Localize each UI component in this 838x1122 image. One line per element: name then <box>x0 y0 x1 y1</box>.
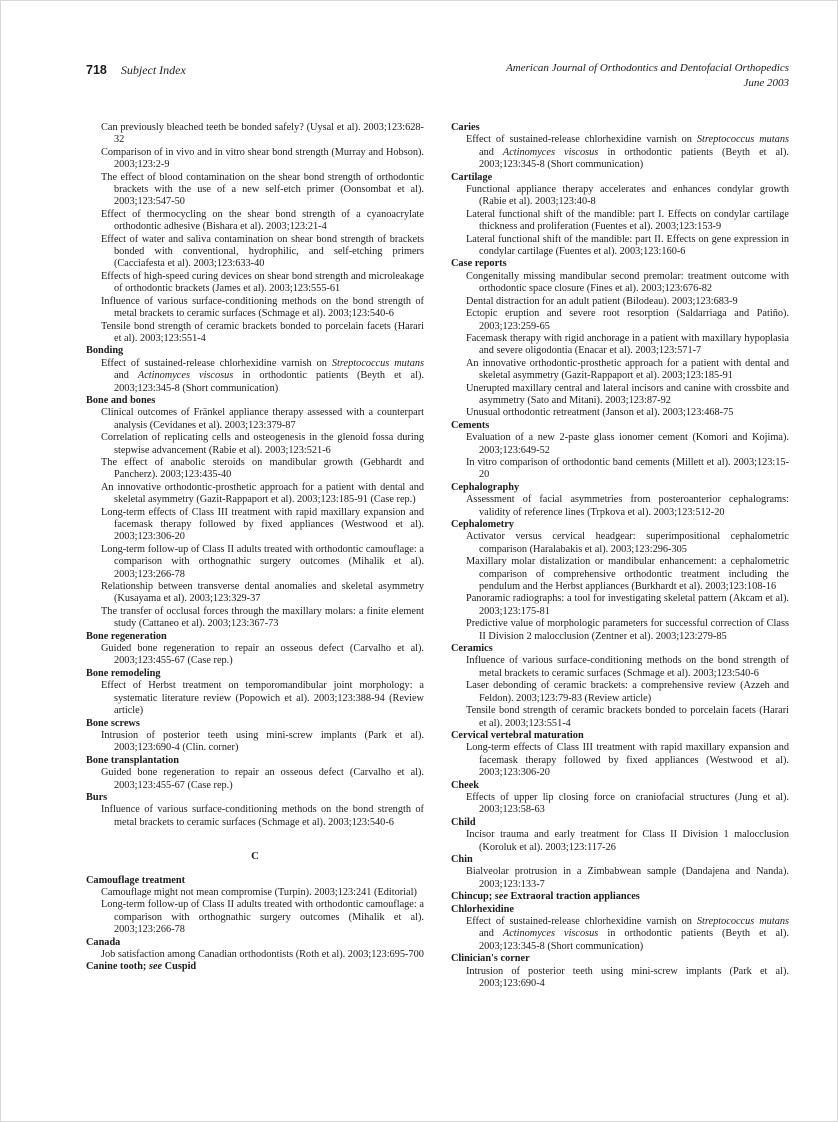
category-heading: Cheek <box>451 779 480 791</box>
category-heading: Case reports <box>451 258 507 270</box>
category-heading: Child <box>451 816 476 828</box>
index-entry: Effect of Herbst treatment on temporomandibular joint morphology: a systematic literature review (Popowich et al). 2003;123:388-94 (Review article) <box>101 680 424 717</box>
journal-title: American Journal of Orthodontics and Dentofacial Orthopedics <box>506 62 789 74</box>
index-section <box>451 519 789 643</box>
index-entry: Effects of high-speed curing devices on shear bond strength and microleakage of orthodontic brackets (James et al). 2003;123:555-61 <box>101 270 424 295</box>
category-heading: Bonding <box>86 345 124 357</box>
index-entry: Effect of thermocycling on the shear bond strength of a cyanoacrylate orthodontic adhesive (Bishara et al). 2003;123:21-4 <box>101 208 424 233</box>
index-section <box>86 122 424 345</box>
index-entry: Influence of various surface-conditioning methods on the bond strength of metal brackets to ceramic surfaces (Schmage et al). 2003;123:540-6 <box>101 295 424 320</box>
index-section <box>86 718 424 755</box>
index-entry: Unerupted maxillary central and lateral incisors and canine with crossbite and asymmetry (Sato and Mitani). 2003;123:87-92 <box>466 382 789 406</box>
index-entry: The effect of blood contamination on the shear bond strength of orthodontic brackets with the use of a new self-etch primer (Oonsombat et al). 2003;123:547-50 <box>101 171 424 208</box>
category-heading: Bone regeneration <box>86 630 167 642</box>
letter-section-heading: C <box>251 850 259 863</box>
index-entry: Effect of sustained-release chlorhexidine varnish on Streptococcus mutans and Actinomyces viscosus in orthodontic patients (Beyth et al). 2003;123:345-8 (Short communication) <box>466 916 789 952</box>
index-section <box>451 172 789 259</box>
index-entry: Influence of various surface-conditioning methods on the bond strength of metal brackets to ceramic surfaces (Schmage et al). 2003;123:540-6 <box>466 655 789 679</box>
index-entry: Tensile bond strength of ceramic brackets bonded to porcelain facets (Harari et al). 2003;123:551-4 <box>101 320 424 344</box>
index-entry: Maxillary molar distalization or mandibular enhancement: a cephalometric comparison of comprehensive orthodontic treatment including the pendulum and the Herbst appliances (Burkhardt et al). 2003;123:108-16 <box>466 556 789 593</box>
index-section <box>86 792 424 829</box>
index-entry: Intrusion of posterior teeth using mini-screw implants (Park et al). 2003;123:690-4 (Clin. corner) <box>101 729 424 754</box>
index-entry: Long-term follow-up of Class II adults treated with orthodontic camouflage: a comparison with orthognathic surgery outcomes (Mihalik et al). 2003;123:266-78 <box>101 543 424 580</box>
index-entry: Effects of upper lip closing force on craniofacial structures (Jung et al). 2003;123:58-63 <box>466 791 789 816</box>
category-heading: Ceramics <box>451 643 493 655</box>
index-entry: The effect of anabolic steroids on mandibular growth (Gebhardt and Pancherz). 2003;123:435-40 <box>101 456 424 481</box>
index-entry: The transfer of occlusal forces through the maxillary molars: a finite element study (Cattaneo et al). 2003;123:367-73 <box>101 605 424 630</box>
index-entry: Incisor trauma and early treatment for Class II Division 1 malocclusion (Koroluk et al). 2003;123:117-26 <box>466 829 789 853</box>
index-section <box>86 631 424 668</box>
header-right <box>506 61 789 91</box>
index-entry: Effect of water and saliva contamination on shear bond strength of brackets bonded with conventional, hydrophilic, and self-etching primers (Cacciafesta et al). 2003;123:633-40 <box>101 233 424 270</box>
index-entry: Tensile bond strength of ceramic brackets bonded to porcelain facets (Harari et al). 2003;123:551-4 <box>466 705 789 729</box>
index-section <box>451 904 789 954</box>
index-entry: Assessment of facial asymmetries from posteroanterior cephalograms: validity of reference lines (Trpkova et al). 2003;123:512-20 <box>466 494 789 518</box>
index-entry: Lateral functional shift of the mandible: part I. Effects on condylar cartilage thickness and proliferation (Fuentes et al). 2003;123:153-9 <box>466 208 789 233</box>
index-entry: Ectopic eruption and severe root resorption (Saldarriaga and Patiño). 2003;123:259-65 <box>466 308 789 332</box>
index-entry: In vitro comparison of orthodontic band cements (Millett et al). 2003;123:15-20 <box>466 456 789 481</box>
category-heading: Cephalography <box>451 481 520 493</box>
index-section <box>451 730 789 780</box>
index-section <box>86 961 424 973</box>
category-heading: Cements <box>451 419 490 431</box>
index-entry: Long-term effects of Class III treatment with rapid maxillary expansion and facemask therapy followed by fixed appliances (Westwood et al). 2003;123:306-20 <box>466 742 789 779</box>
index-entry: Relationship between transverse dental anomalies and skeletal asymmetry (Kusayama et al). 2003;123:329-37 <box>101 581 424 605</box>
index-section <box>451 258 789 419</box>
index-section <box>451 891 789 903</box>
index-entry: Predictive value of morphologic parameters for successful correction of Class II Division 2 malocclusion (Zentner et al). 2003;123:279-85 <box>466 618 789 642</box>
header-left <box>86 61 186 79</box>
index-entry: An innovative orthodontic-prosthetic approach for a patient with dental and skeletal asymmetry (Gazit-Rappaport et al). 2003;123:185-91 (Case rep.) <box>101 481 424 506</box>
index-entry: Correlation of replicating cells and osteogenesis in the glenoid fossa during stepwise advancement (Rabie et al). 2003;123:521-6 <box>101 432 424 456</box>
index-entry: Long-term effects of Class III treatment with rapid maxillary expansion and facemask therapy followed by fixed appliances (Westwood et al). 2003;123:306-20 <box>101 506 424 543</box>
index-section <box>86 875 424 937</box>
category-heading: Cephalometry <box>451 519 514 530</box>
index-section <box>86 345 424 395</box>
page-number: 718 <box>86 63 107 77</box>
index-columns <box>86 122 789 1062</box>
index-entry: Dental distraction for an adult patient (Bilodeau). 2003;123:683-9 <box>466 295 738 307</box>
category-heading: Clinician's corner <box>451 953 530 965</box>
index-section <box>451 780 789 817</box>
category-heading: Bone transplantation <box>86 754 179 766</box>
index-section <box>86 668 424 718</box>
index-entry: Facemask therapy with rigid anchorage in a patient with maxillary hypoplasia and severe oligodontia (Enacar et al). 2003;123:571-7 <box>466 332 789 357</box>
category-heading: Caries <box>451 122 480 133</box>
index-entry: Bialveolar protrusion in a Zimbabwean sample (Dandajena and Nanda). 2003;123:133-7 <box>466 866 789 890</box>
index-entry: Functional appliance therapy accelerates and enhances condylar growth (Rabie et al). 2003;123:40-8 <box>466 184 789 208</box>
index-entry: Intrusion of posterior teeth using mini-screw implants (Park et al). 2003;123:690-4 <box>466 965 789 990</box>
category-heading: Cervical vertebral maturation <box>451 729 584 741</box>
index-entry: Long-term follow-up of Class II adults treated with orthodontic camouflage: a comparison with orthognathic surgery outcomes (Mihalik et al). 2003;123:266-78 <box>101 899 424 936</box>
index-entry: Influence of various surface-conditioning methods on the bond strength of metal brackets to ceramic surfaces (Schmage et al). 2003;123:540-6 <box>101 804 424 828</box>
index-entry: Congenitally missing mandibular second premolar: treatment outcome with orthodontic space closure (Fines et al). 2003;123:676-82 <box>466 270 789 295</box>
category-heading: Canada <box>86 936 121 948</box>
category-heading: Chincup; see Extraoral traction appliances <box>451 891 640 903</box>
category-heading: Canine tooth; see Cuspid <box>86 961 197 973</box>
category-heading: Camouflage treatment <box>86 874 186 886</box>
index-entry: Laser debonding of ceramic brackets: a comprehensive review (Azzeh and Feldon). 2003;123:79-83 (Review article) <box>466 680 789 704</box>
index-column-left <box>86 122 424 1062</box>
category-heading: Chlorhexidine <box>451 903 514 915</box>
index-entry: Clinical outcomes of Fränkel appliance therapy assessed with a counterpart analysis (Cevidanes et al). 2003;123:379-87 <box>101 407 424 431</box>
index-section <box>451 953 789 990</box>
category-heading: Bone and bones <box>86 394 156 406</box>
category-heading: Bone screws <box>86 717 140 729</box>
category-heading: Burs <box>86 791 108 803</box>
index-entry: Evaluation of a new 2-paste glass ionomer cement (Komori and Kojima). 2003;123:649-52 <box>466 432 789 456</box>
index-entry: Lateral functional shift of the mandible: part II. Effects on gene expression in condylar cartilage (Fuentes et al). 2003;123:160-6 <box>466 233 789 258</box>
index-entry: Unusual orthodontic retreatment (Janson et al). 2003;123:468-75 <box>466 407 734 419</box>
index-section <box>451 854 789 891</box>
index-entry: An innovative orthodontic-prosthetic approach for a patient with dental and skeletal asymmetry (Gazit-Rappaport et al). 2003;123:185-91 <box>466 357 789 382</box>
index-entry: Guided bone regeneration to repair an osseous defect (Carvalho et al). 2003;123:455-67 (Case rep.) <box>101 643 424 667</box>
index-section <box>451 482 789 519</box>
index-section <box>86 937 424 962</box>
category-heading: Bone remodeling <box>86 667 161 679</box>
index-title: Subject Index <box>120 63 186 77</box>
index-entry: Activator versus cervical headgear: superimpositional cephalometric comparison (Haralabakis et al). 2003;123:296-305 <box>466 531 789 555</box>
category-heading: Chin <box>451 853 473 865</box>
index-entry: Job satisfaction among Canadian orthodontists (Roth et al). 2003;123:695-700 <box>101 949 424 960</box>
index-column-right <box>451 122 789 1062</box>
index-entry: Effect of sustained-release chlorhexidine varnish on Streptococcus mutans and Actinomyces viscosus in orthodontic patients (Beyth et al). 2003;123:345-8 (Short communication) <box>466 134 789 171</box>
index-section <box>451 420 789 482</box>
index-section <box>86 755 424 792</box>
index-entry: Effect of sustained-release chlorhexidine varnish on Streptococcus mutans and Actinomyces viscosus in orthodontic patients (Beyth et al). 2003;123:345-8 (Short communication) <box>101 357 424 394</box>
issue-date: June 2003 <box>743 77 789 89</box>
index-section <box>451 817 789 854</box>
category-heading: Cartilage <box>451 171 493 183</box>
index-entry: Comparison of in vivo and in vitro shear bond strength (Murray and Hobson). 2003;123:2-9 <box>101 146 424 171</box>
index-entry: Panoramic radiographs: a tool for investigating skeletal pattern (Akcam et al). 2003;123:175-81 <box>466 593 789 617</box>
index-section <box>451 122 789 172</box>
index-entry: Camouflage might not mean compromise (Turpin). 2003;123:241 (Editorial) <box>101 886 417 898</box>
page-header <box>86 61 789 91</box>
index-entry: Guided bone regeneration to repair an osseous defect (Carvalho et al). 2003;123:455-67 (Case rep.) <box>101 767 424 791</box>
index-section <box>86 395 424 631</box>
index-section <box>451 643 789 730</box>
index-entry: Can previously bleached teeth be bonded safely? (Uysal et al). 2003;123:628-32 <box>101 122 424 146</box>
